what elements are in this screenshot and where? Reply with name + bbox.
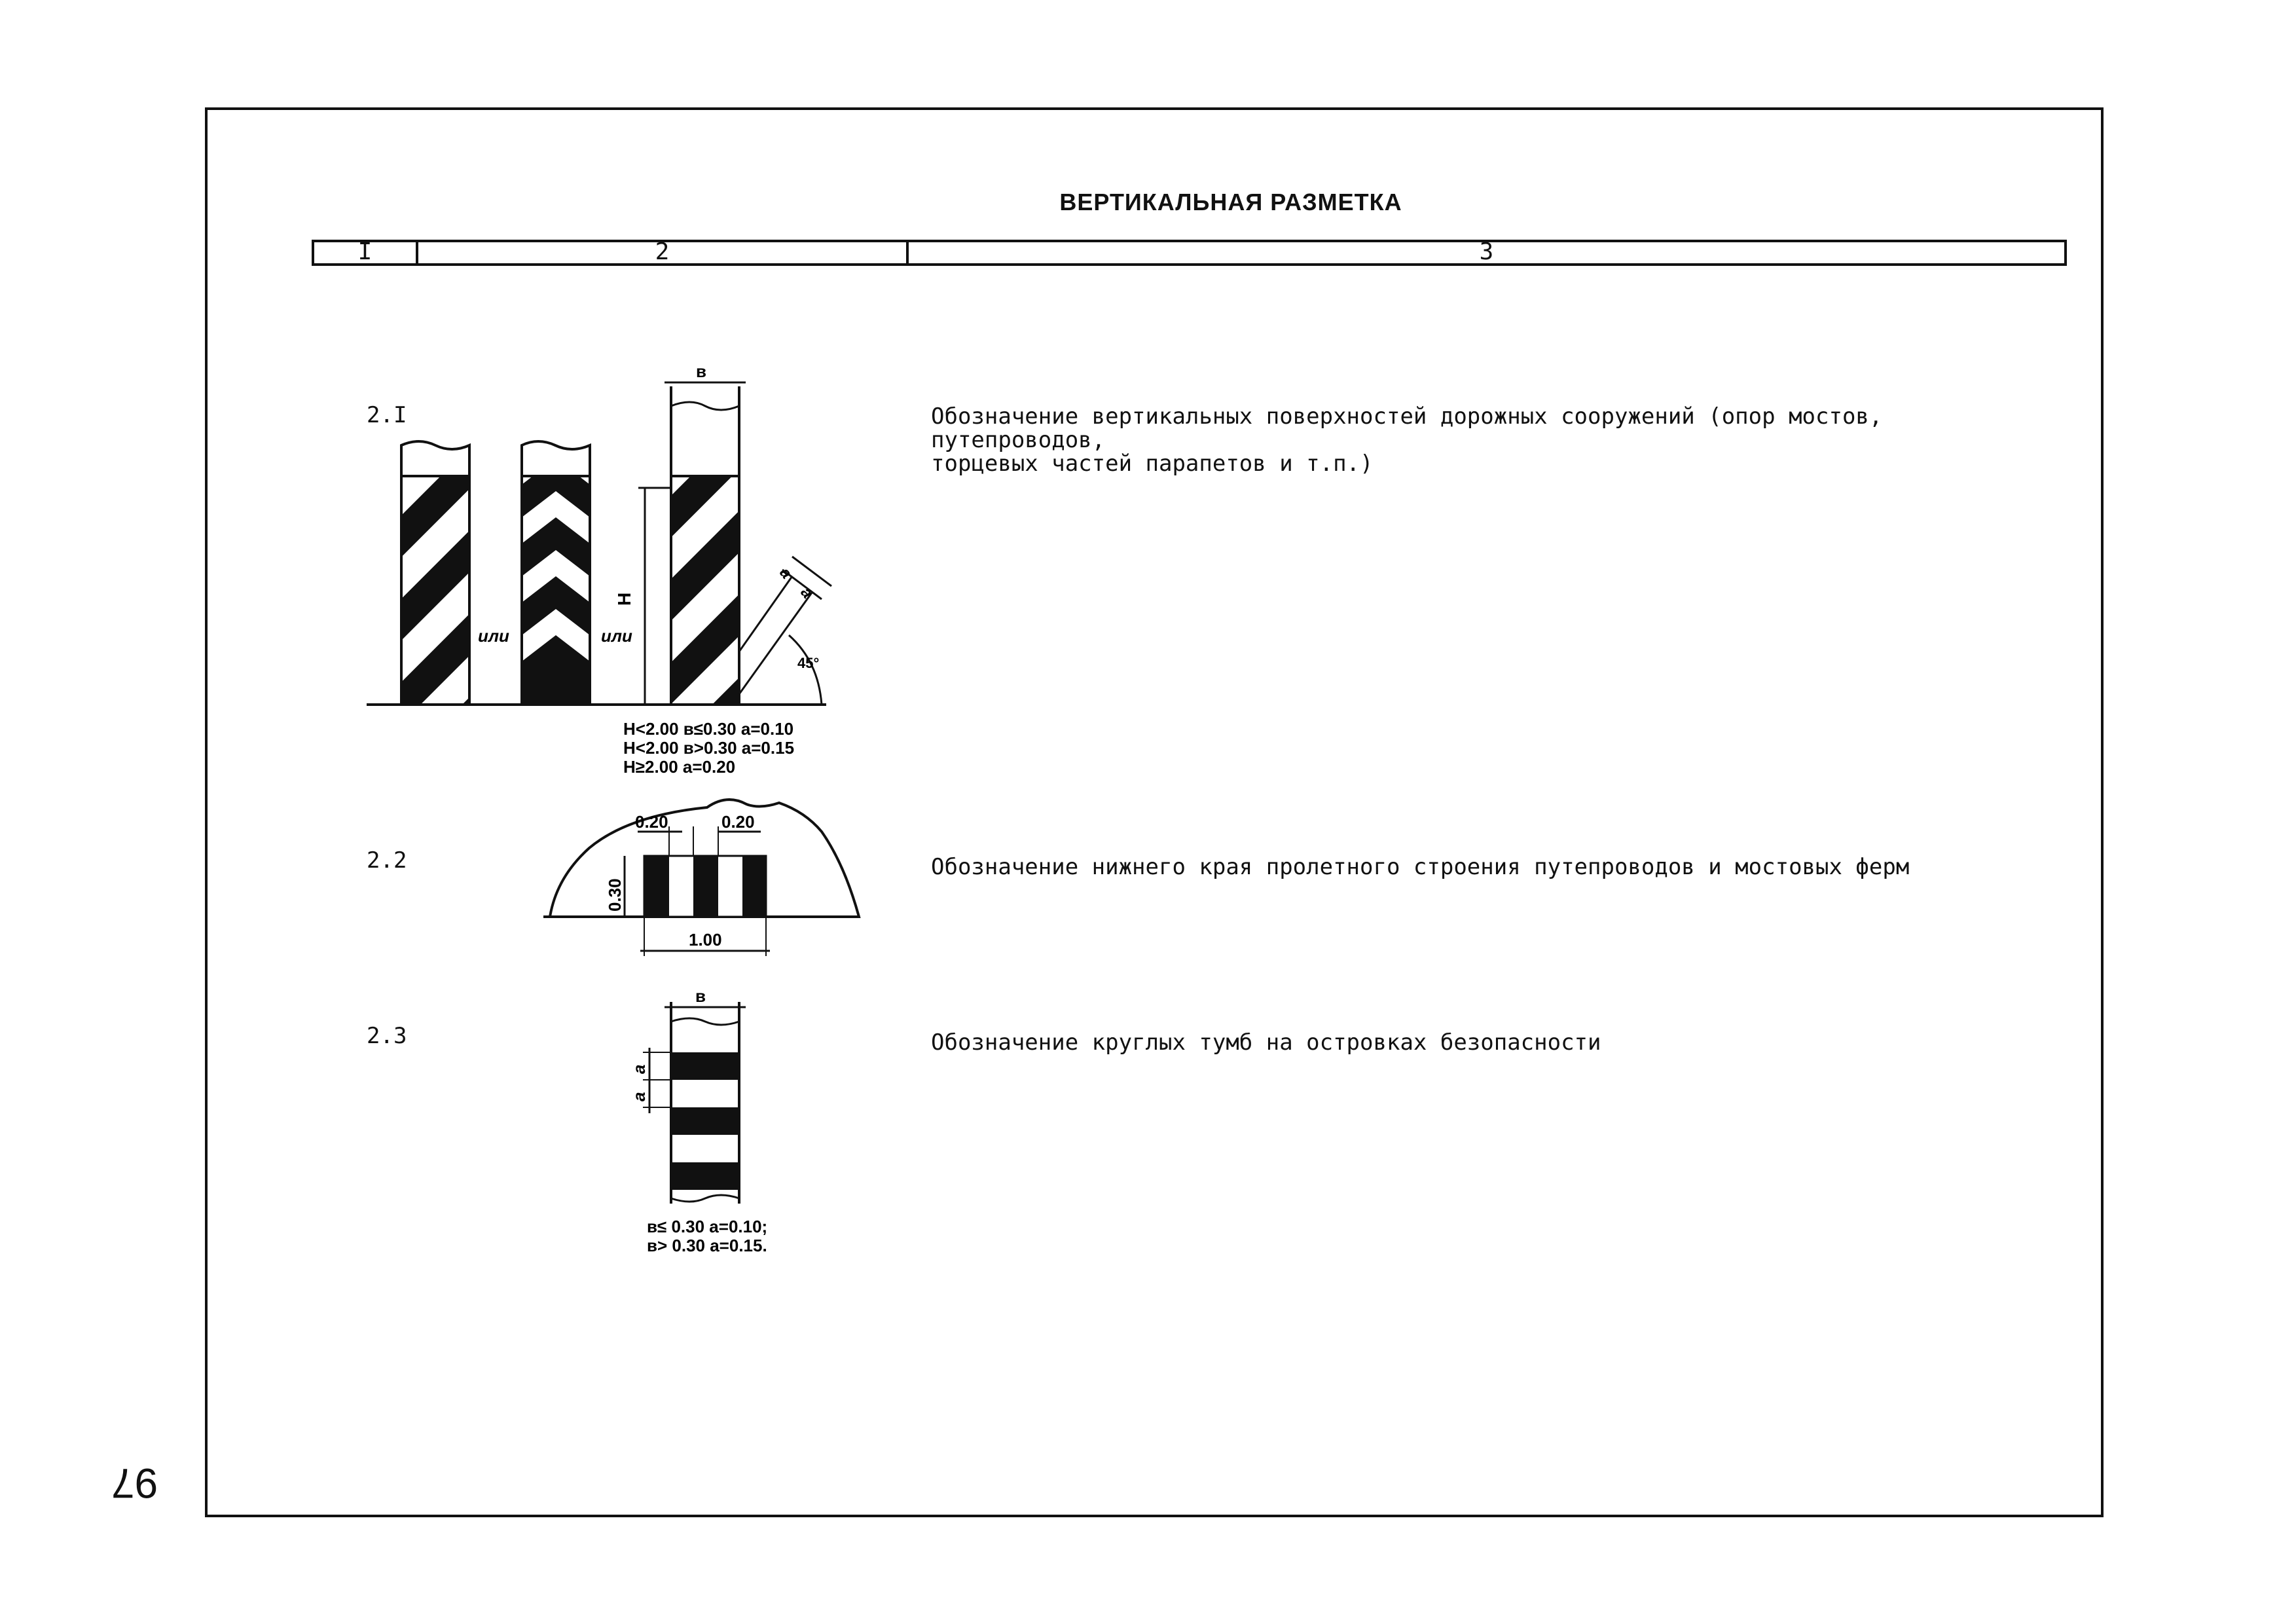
height-h-label: Н — [614, 592, 634, 606]
item-number: 2.3 — [367, 1023, 407, 1049]
span-edge-figure — [543, 800, 859, 956]
item-description: Обозначение нижнего края пролетного строения путепроводов и мостовых ферм — [931, 854, 1910, 880]
bollard-figure — [629, 986, 767, 1255]
dimension-note: Н≥2.00 a=0.20 — [623, 757, 736, 777]
dimension-note: в≤ 0.30 a=0.10; — [647, 1217, 768, 1236]
stripe-height-label: 0.30 — [605, 878, 625, 912]
stripe-a-label: a — [797, 583, 816, 602]
or-label: или — [601, 626, 632, 646]
stripe-a-label: a — [629, 1092, 649, 1101]
stripe-width-label: 0.20 — [721, 812, 755, 832]
or-label: или — [478, 626, 509, 646]
item-description: Обозначение вертикальных поверхностей дорожных сооружений (опор мостов, путепроводов, торцевых частей парапетов и т.п.) — [931, 403, 1883, 477]
column-3-header: 3 — [1479, 242, 1494, 263]
item-description: Обозначение круглых тумб на островках безопасности — [931, 1029, 1601, 1056]
column-1-header: I — [314, 242, 418, 263]
width-b-label: в — [696, 361, 706, 381]
dimension-note: Н<2.00 в≤0.30 a=0.10 — [623, 719, 794, 739]
dimension-note: Н<2.00 в>0.30 a=0.15 — [623, 738, 795, 758]
page-number: 97 — [111, 1460, 158, 1507]
stripe-a-label: a — [776, 564, 795, 583]
stripe-width-label: 0.20 — [635, 812, 668, 832]
vertical-surface-figure — [367, 361, 831, 777]
total-width-label: 1.00 — [689, 930, 722, 950]
dimension-note: в> 0.30 a=0.15. — [647, 1236, 767, 1255]
column-2-header: 2 — [418, 242, 909, 263]
stripe-a-label: a — [629, 1064, 649, 1074]
angle-label: 45° — [797, 655, 820, 671]
width-b-label: в — [695, 986, 706, 1006]
item-number: 2.I — [367, 402, 407, 428]
item-number: 2.2 — [367, 847, 407, 874]
page-title: ВЕРТИКАЛЬНАЯ РАЗМЕТКА — [1059, 189, 1402, 215]
